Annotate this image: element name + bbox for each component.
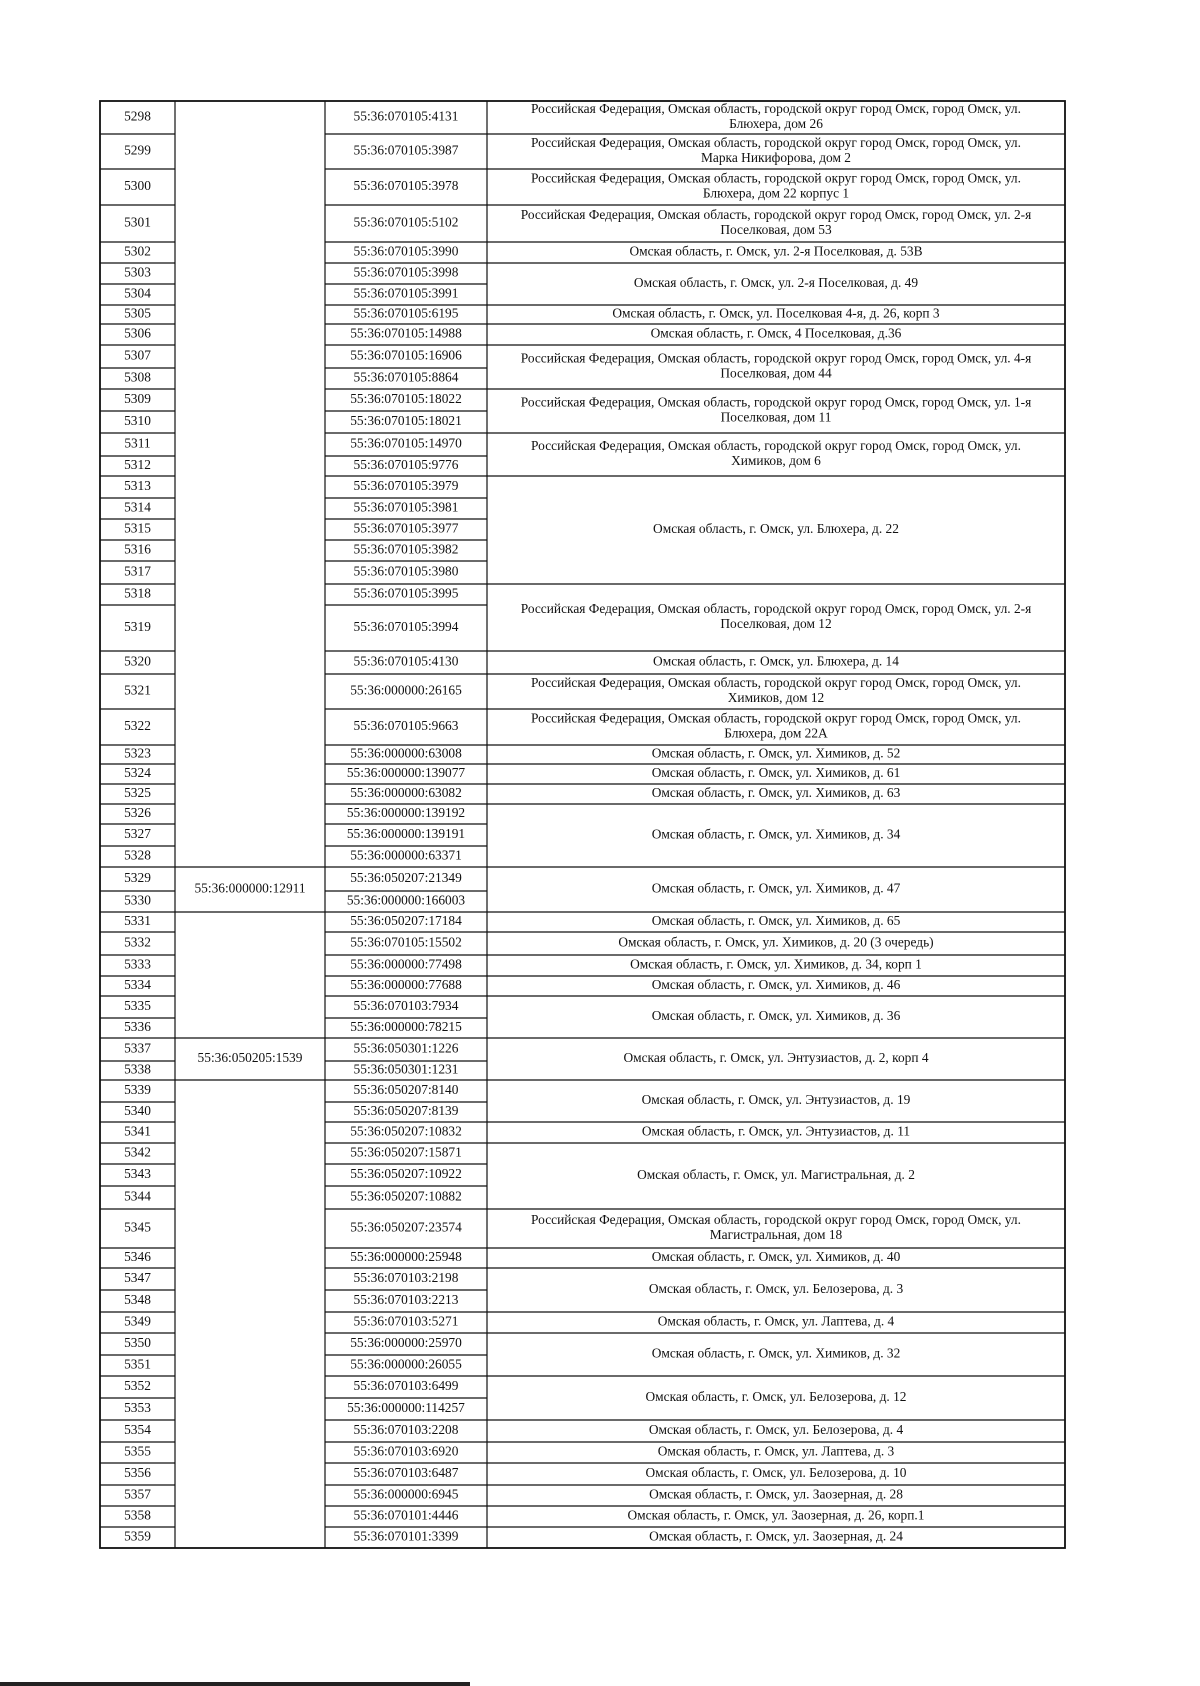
cadastral-number: 55:36:070103:5271 [353,1313,459,1329]
address-text: Российская Федерация, Омская область, городской округ город Омск, город Омск, ул. 2-я [520,601,1032,617]
row-number: 5310 [124,413,151,429]
cadastral-number: 55:36:000000:78215 [350,1019,462,1035]
cadastral-number: 55:36:070105:3982 [353,541,459,557]
address-text: Омская область, г. Омск, ул. Химиков, д. 46 [651,977,901,993]
row-number: 5298 [124,108,151,124]
row-number: 5312 [124,457,151,473]
cadastral-number: 55:36:000000:139192 [346,805,466,821]
row-number: 5332 [124,934,151,950]
address-text: Омская область, г. Омск, ул. Химиков, д. 32 [651,1345,901,1361]
address-text: Омская область, г. Омск, ул. Блюхера, д. 14 [653,653,899,669]
row-number: 5300 [124,178,151,194]
row-number: 5299 [124,142,151,158]
row-number: 5314 [124,499,151,515]
address-text: Омская область, г. Омск, ул. Блюхера, д. 22 [653,521,899,537]
row-number: 5304 [124,285,151,301]
cadastral-number: 55:36:070105:4131 [353,108,459,124]
row-number: 5301 [124,214,151,230]
row-number: 5352 [124,1378,151,1394]
row-number: 5323 [124,745,151,761]
cadastral-number: 55:36:070105:9776 [353,457,459,473]
address-text: Омская область, г. Омск, ул. Химиков, д. 52 [651,745,901,761]
cadastral-number: 55:36:050207:8139 [353,1103,459,1119]
cadastral-number: 55:36:070105:3980 [353,563,459,579]
address-text: Омская область, г. Омск, 4 Поселковая, д.36 [650,325,902,341]
cadastral-number: 55:36:070103:2198 [353,1270,459,1286]
parent-cadastral-number: 55:36:050205:1539 [197,1050,303,1066]
address-text: Поселковая, дом 44 [720,365,832,381]
row-number: 5353 [124,1400,151,1416]
cadastral-number: 55:36:070105:5102 [353,214,459,230]
address-text: Поселковая, дом 53 [720,222,832,238]
address-text: Российская Федерация, Омская область, городской округ город Омск, город Омск, ул. 4-я [520,350,1032,366]
row-number: 5346 [124,1249,151,1265]
address-text: Омская область, г. Омск, ул. Энтузиастов, д. 11 [641,1123,911,1139]
address-text: Омская область, г. Омск, ул. Магистральная, д. 2 [637,1167,915,1183]
cadastral-number: 55:36:000000:166003 [346,892,466,908]
row-number: 5329 [124,870,151,886]
address-text: Омская область, г. Омск, ул. Лаптева, д. 4 [657,1313,895,1329]
row-number: 5344 [124,1188,151,1204]
address-text: Блюхера, дом 22 корпус 1 [702,185,850,201]
row-number: 5309 [124,391,151,407]
cadastral-number: 55:36:000000:26165 [350,682,462,698]
cadastral-number: 55:36:050207:10832 [350,1123,462,1139]
cadastral-number: 55:36:070105:3991 [353,285,459,301]
cadastral-number: 55:36:070101:3399 [353,1528,459,1544]
cadastral-number: 55:36:070105:3977 [353,520,459,536]
cadastral-number: 55:36:070103:6487 [353,1465,459,1481]
cadastral-number: 55:36:070105:3990 [353,243,459,259]
cadastral-number: 55:36:070103:6920 [353,1443,459,1459]
row-number: 5305 [124,305,151,321]
address-text: Омская область, г. Омск, ул. Химиков, д. 34 [651,826,901,842]
row-number: 5308 [124,369,151,385]
address-text: Блюхера, дом 22А [724,725,828,741]
row-number: 5307 [124,347,151,363]
address-text: Российская Федерация, Омская область, городской округ город Омск, город Омск, ул. [531,101,1021,117]
cadastral-number: 55:36:000000:63008 [350,745,462,761]
cadastral-number: 55:36:070103:2208 [353,1422,459,1438]
address-text: Омская область, г. Омск, ул. Химиков, д. 34, корп 1 [630,956,922,972]
row-number: 5326 [124,805,151,821]
cadastral-number: 55:36:070103:6499 [353,1378,459,1394]
cadastral-number: 55:36:070105:3994 [353,619,459,635]
row-number: 5318 [124,585,151,601]
address-text: Омская область, г. Омск, ул. Химиков, д. 61 [651,765,901,781]
row-number: 5342 [124,1144,151,1160]
cadastral-number: 55:36:000000:139077 [346,765,466,781]
row-number: 5338 [124,1061,151,1077]
cadastral-number: 55:36:070105:3995 [353,585,459,601]
cadastral-number: 55:36:050301:1231 [353,1061,459,1077]
address-text: Российская Федерация, Омская область, городской округ город Омск, город Омск, ул. [531,438,1021,454]
cadastral-number: 55:36:050207:23574 [350,1219,462,1235]
address-text: Омская область, г. Омск, ул. Заозерная, д. 28 [649,1486,903,1502]
address-text: Омская область, г. Омск, ул. Белозерова, д. 12 [645,1389,907,1405]
cadastral-number: 55:36:000000:63371 [350,847,462,863]
cadastral-number: 55:36:050207:10922 [350,1166,462,1182]
row-number: 5345 [124,1219,151,1235]
address-text: Омская область, г. Омск, ул. Химиков, д. 63 [651,785,901,801]
parent-cadastral-number: 55:36:000000:12911 [194,880,306,896]
row-number: 5316 [124,541,151,557]
row-number: 5336 [124,1019,151,1035]
cadastral-number: 55:36:000000:139191 [346,826,466,842]
cadastral-number: 55:36:070105:3979 [353,478,459,494]
cadastral-number: 55:36:070105:14970 [350,435,462,451]
address-text: Омская область, г. Омск, ул. 2-я Поселковая, д. 49 [633,275,919,291]
address-text: Омская область, г. Омск, ул. Поселковая 4-я, д. 26, корп 3 [612,305,940,321]
address-text: Омская область, г. Омск, ул. Заозерная, д. 24 [649,1528,903,1544]
row-number: 5351 [124,1356,151,1372]
address-text: Российская Федерация, Омская область, городской округ город Омск, город Омск, ул. [531,135,1021,151]
cadastral-number: 55:36:050301:1226 [353,1040,459,1056]
cadastral-number: 55:36:000000:26055 [350,1356,462,1372]
row-number: 5356 [124,1465,151,1481]
row-number: 5328 [124,847,151,863]
address-text: Омская область, г. Омск, ул. Лаптева, д. 3 [657,1443,895,1459]
row-number: 5350 [124,1335,151,1351]
address-text: Омская область, г. Омск, ул. Энтузиастов, д. 2, корп 4 [623,1050,929,1066]
cadastral-number: 55:36:000000:25948 [350,1249,462,1265]
cadastral-number: 55:36:070105:14988 [350,325,462,341]
row-number: 5319 [124,619,151,635]
scan-artifact-line [0,1682,470,1686]
cadastral-number: 55:36:050207:8140 [353,1082,459,1098]
cadastral-number: 55:36:070105:3987 [353,142,459,158]
row-number: 5355 [124,1443,151,1459]
row-number: 5330 [124,892,151,908]
cadastral-number: 55:36:000000:77498 [350,956,462,972]
row-number: 5303 [124,264,151,280]
row-number: 5339 [124,1082,151,1098]
row-number: 5325 [124,785,151,801]
address-text: Российская Федерация, Омская область, городской округ город Омск, город Омск, ул. [531,1212,1021,1228]
address-text: Магистральная, дом 18 [709,1227,843,1243]
row-number: 5315 [124,520,151,536]
address-text: Российская Федерация, Омская область, городской округ город Омск, город Омск, ул. [531,710,1021,726]
row-number: 5302 [124,243,151,259]
row-number: 5335 [124,998,151,1014]
row-number: 5340 [124,1103,151,1119]
row-number: 5354 [124,1422,151,1438]
address-text: Омская область, г. Омск, ул. Химиков, д. 47 [651,880,901,896]
address-text: Омская область, г. Омск, ул. Химиков, д. 40 [651,1249,901,1265]
row-number: 5343 [124,1166,151,1182]
address-text: Омская область, г. Омск, ул. Белозерова, д. 10 [645,1465,907,1481]
row-number: 5358 [124,1507,151,1523]
row-number: 5317 [124,563,151,579]
cadastral-number: 55:36:000000:25970 [350,1335,462,1351]
cadastral-number: 55:36:070103:2213 [353,1292,459,1308]
row-number: 5321 [124,682,151,698]
row-number: 5341 [124,1123,151,1139]
cadastral-number: 55:36:050207:21349 [350,870,462,886]
address-text: Поселковая, дом 12 [720,616,832,632]
cadastral-number: 55:36:070105:6195 [353,305,459,321]
address-text: Российская Федерация, Омская область, городской округ город Омск, город Омск, ул. 1-я [520,394,1032,410]
address-text: Поселковая, дом 11 [720,409,832,425]
cadastral-number: 55:36:070105:4130 [353,653,459,669]
address-text: Омская область, г. Омск, ул. 2-я Поселковая, д. 53В [629,243,923,259]
row-number: 5324 [124,765,151,781]
row-number: 5322 [124,718,151,734]
address-text: Блюхера, дом 26 [729,116,823,132]
cadastral-number: 55:36:070101:4446 [353,1507,459,1523]
cadastral-number: 55:36:070105:3998 [353,264,459,280]
row-number: 5334 [124,977,151,993]
cadastral-number: 55:36:070103:7934 [353,998,459,1014]
cadastral-number: 55:36:000000:63082 [350,785,462,801]
address-text: Омская область, г. Омск, ул. Белозерова, д. 4 [648,1422,904,1438]
row-number: 5306 [124,325,151,341]
address-text: Омская область, г. Омск, ул. Белозерова, д. 3 [648,1281,904,1297]
address-text: Марка Никифорова, дом 2 [701,150,851,166]
row-number: 5349 [124,1313,151,1329]
cadastral-number: 55:36:000000:6945 [353,1486,459,1502]
row-number: 5333 [124,956,151,972]
row-number: 5311 [124,435,151,451]
cadastral-number: 55:36:070105:18022 [350,391,462,407]
row-number: 5359 [124,1528,151,1544]
address-text: Химиков, дом 6 [731,453,821,469]
row-number: 5347 [124,1270,151,1286]
address-text: Омская область, г. Омск, ул. Химиков, д. 65 [651,913,901,929]
row-number: 5331 [124,913,151,929]
cadastral-number: 55:36:000000:77688 [350,977,462,993]
cadastral-number: 55:36:070105:9663 [353,718,459,734]
address-text: Омская область, г. Омск, ул. Химиков, д. 36 [651,1008,901,1024]
cadastral-number: 55:36:070105:8864 [353,369,459,385]
row-number: 5337 [124,1040,151,1056]
cadastral-number: 55:36:070105:18021 [350,413,462,429]
cadastral-number: 55:36:050207:10882 [350,1188,462,1204]
row-number: 5357 [124,1486,151,1502]
row-number: 5327 [124,826,151,842]
address-text: Российская Федерация, Омская область, городской округ город Омск, город Омск, ул. 2-я [520,207,1032,223]
cadastral-number: 55:36:070105:3981 [353,499,459,515]
row-number: 5313 [124,478,151,494]
cadastral-number: 55:36:070105:16906 [350,347,462,363]
cadastral-number: 55:36:050207:17184 [350,913,462,929]
address-text: Омская область, г. Омск, ул. Энтузиастов, д. 19 [641,1092,911,1108]
cadastral-number: 55:36:050207:15871 [350,1144,462,1160]
cadastral-number: 55:36:070105:15502 [350,934,462,950]
row-number: 5320 [124,653,151,669]
cadastral-number: 55:36:070105:3978 [353,178,459,194]
address-text: Химиков, дом 12 [727,690,825,706]
address-text: Омская область, г. Омск, ул. Заозерная, д. 26, корп.1 [627,1507,925,1523]
address-text: Российская Федерация, Омская область, городской округ город Омск, город Омск, ул. [531,675,1021,691]
row-number: 5348 [124,1292,151,1308]
cadastral-number: 55:36:000000:114257 [347,1400,465,1416]
address-text: Омская область, г. Омск, ул. Химиков, д. 20 (3 очередь) [618,934,934,950]
address-text: Российская Федерация, Омская область, городской округ город Омск, город Омск, ул. [531,170,1021,186]
